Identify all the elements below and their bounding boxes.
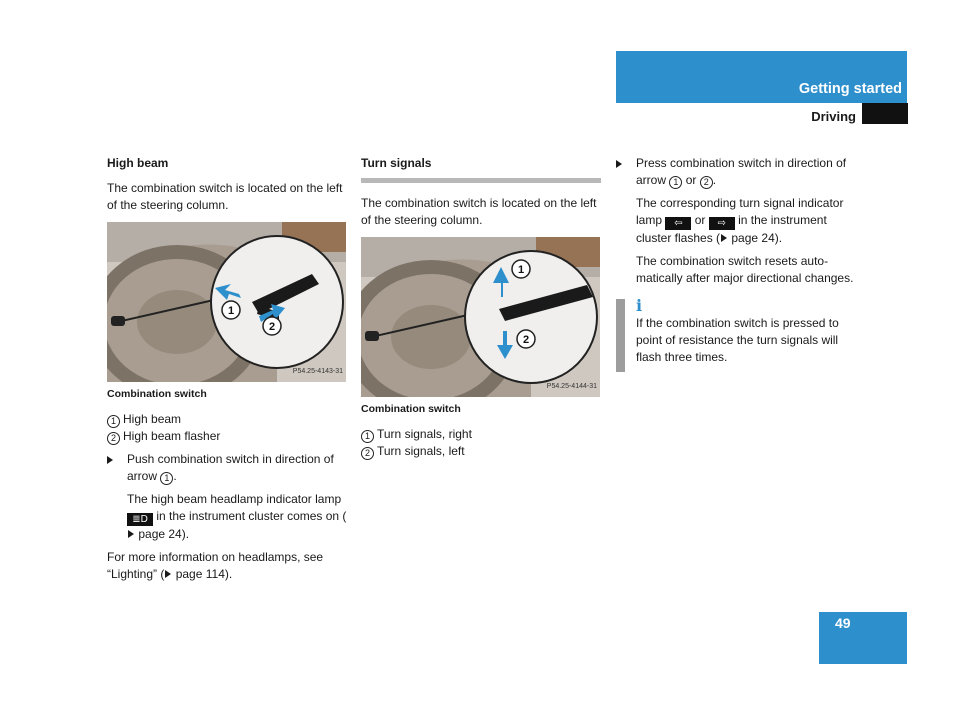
instruction-step: Press combination switch in direction of arrow 1 or 2 .: [616, 155, 858, 189]
turn-signals-figure: [361, 237, 600, 397]
legend-item: 2 High beam flasher: [107, 428, 347, 445]
turn-right-lamp-icon: ⇨: [709, 217, 735, 230]
figure-code: P54.25-4144-31: [546, 383, 597, 390]
instruction-step: Push combination switch in direction of arrow 1 .: [107, 451, 347, 485]
high-beam-figure: [107, 222, 346, 382]
high-beam-heading: High beam: [107, 156, 169, 170]
figure-caption: Combination switch: [361, 403, 461, 415]
figure-code: P54.25-4143-31: [292, 368, 343, 375]
high-beam-lamp-icon: ≣D: [127, 513, 153, 526]
section-title: Getting started: [798, 81, 902, 97]
high-beam-column: [107, 155, 347, 583]
steering-column-illustration: [361, 237, 600, 397]
steering-column-illustration: [107, 222, 346, 382]
info-bar: [616, 299, 625, 372]
heading-rule: [361, 178, 601, 183]
info-icon: i: [636, 296, 643, 315]
reset-text: The combination switch resets auto-matically after major directional changes.: [636, 254, 854, 285]
result-text: The corresponding turn signal indicator lamp ⇦ or ⇨ in the instrument cluster flashes ( page 24).: [636, 196, 844, 245]
high-beam-intro: The combination switch is located on the left of the steering column.: [107, 181, 343, 212]
page-ref-arrow-icon: [128, 530, 134, 538]
figure-label-1: 1: [517, 264, 525, 276]
bullet-arrow-icon: [107, 456, 113, 464]
subsection-title: Driving: [811, 109, 856, 124]
turn-signals-instructions-column: [616, 155, 858, 366]
figure-label-2: 2: [522, 334, 530, 346]
bullet-arrow-icon: [616, 160, 622, 168]
more-info-text: For more information on headlamps, see “Lighting” ( page 114).: [107, 550, 324, 581]
legend-item: 1 High beam: [107, 411, 347, 428]
figure-label-2: 2: [268, 321, 276, 333]
page-ref-arrow-icon: [721, 234, 727, 242]
page-number: 49: [835, 615, 851, 631]
result-text: The high beam headlamp indicator lamp ≣D in the instrument cluster comes on ( page 24).: [127, 492, 347, 541]
turn-left-lamp-icon: ⇦: [665, 217, 691, 230]
subsection-marker: [862, 103, 908, 124]
page-number-box: [819, 612, 907, 664]
info-text: If the combination switch is pressed to point of resistance the turn signals will flash three times.: [636, 316, 839, 364]
figure-caption: Combination switch: [107, 388, 207, 400]
legend-item: 1 Turn signals, right: [361, 426, 601, 443]
turn-signals-intro: The combination switch is located on the left of the steering column.: [361, 196, 597, 227]
turn-signals-column: [361, 155, 601, 460]
turn-signals-heading: Turn signals: [361, 156, 432, 170]
legend-item: 2 Turn signals, left: [361, 443, 601, 460]
page-ref-arrow-icon: [165, 570, 171, 578]
info-note: [616, 297, 858, 366]
figure-label-1: 1: [227, 305, 235, 317]
